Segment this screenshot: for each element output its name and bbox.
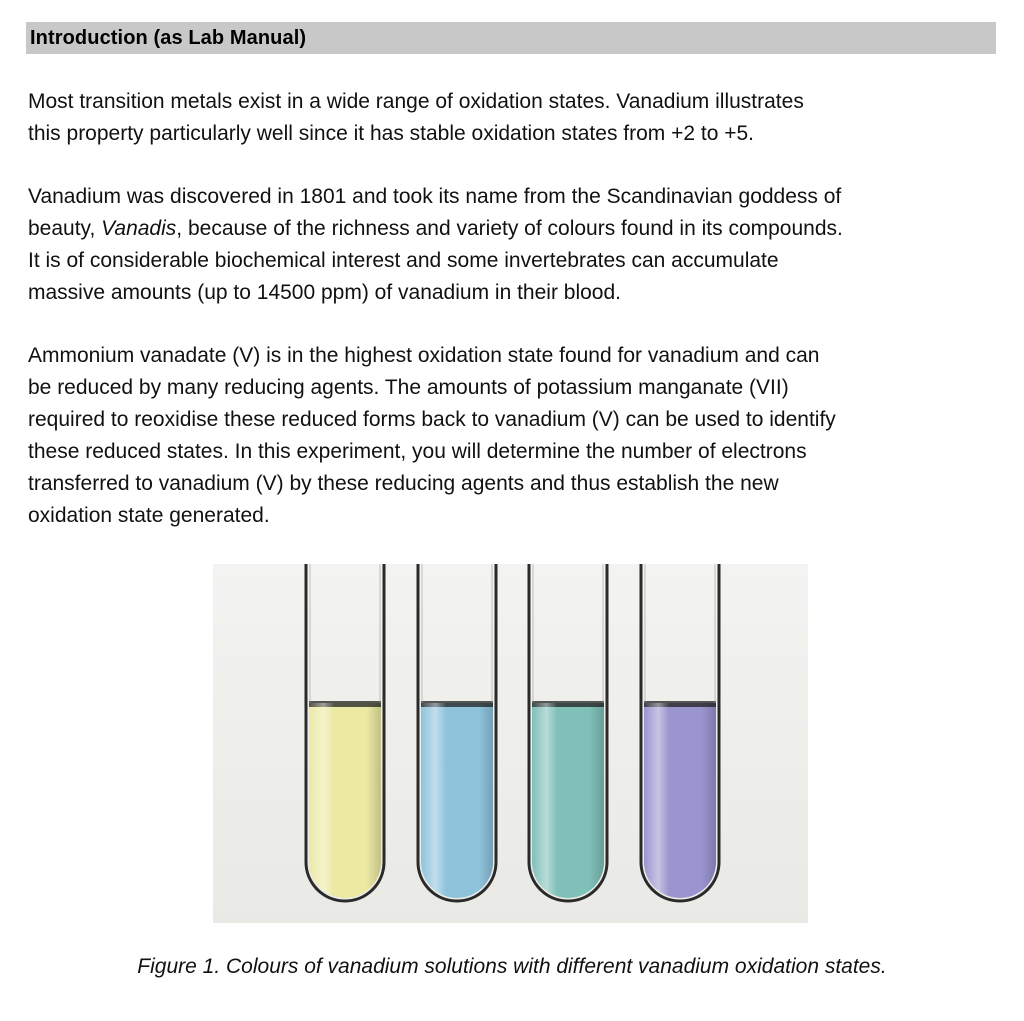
tube-shine-4 bbox=[644, 703, 716, 898]
paragraph-history-part1: Vanadium was discovered in 1801 and took its name from the Scandinavian goddess of beauty, bbox=[28, 185, 842, 240]
tube-shine-1 bbox=[309, 703, 381, 898]
figure-caption: Figure 1. Colours of vanadium solutions with different vanadium oxidation states. bbox=[137, 955, 887, 978]
section-title: Introduction (as Lab Manual) bbox=[30, 27, 307, 49]
paragraph-history-part2: , because of the richness and variety of colours found in its compounds. It is of considerable biochemical interest and some invertebrates can accumulate massive amounts (up to 14500 ppm) of vanadium in their blood. bbox=[28, 217, 843, 304]
tube-shine-2 bbox=[421, 703, 493, 898]
tube-shine-3 bbox=[532, 703, 604, 898]
vanadis-italic: Vanadis bbox=[101, 217, 177, 240]
test-tubes-figure bbox=[213, 564, 808, 923]
section-header-bar bbox=[26, 22, 996, 54]
paragraph-history bbox=[28, 181, 998, 309]
paragraph-experiment: Ammonium vanadate (V) is in the highest oxidation state found for vanadium and can be reduced by many reducing agents. The amounts of potassium manganate (VII) required to reoxidise these reduced forms back to vanadium (V) can be used to identify these reduced states. In this experiment, you will determine the number of electrons transferred to vanadium (V) by these reducing agents and thus establish the new oxidation state generated. bbox=[28, 344, 836, 527]
paragraph-intro: Most transition metals exist in a wide range of oxidation states. Vanadium illustrates this property particularly well since it has stable oxidation states from +2 to +5. bbox=[28, 90, 804, 145]
test-tubes-image bbox=[213, 564, 808, 923]
